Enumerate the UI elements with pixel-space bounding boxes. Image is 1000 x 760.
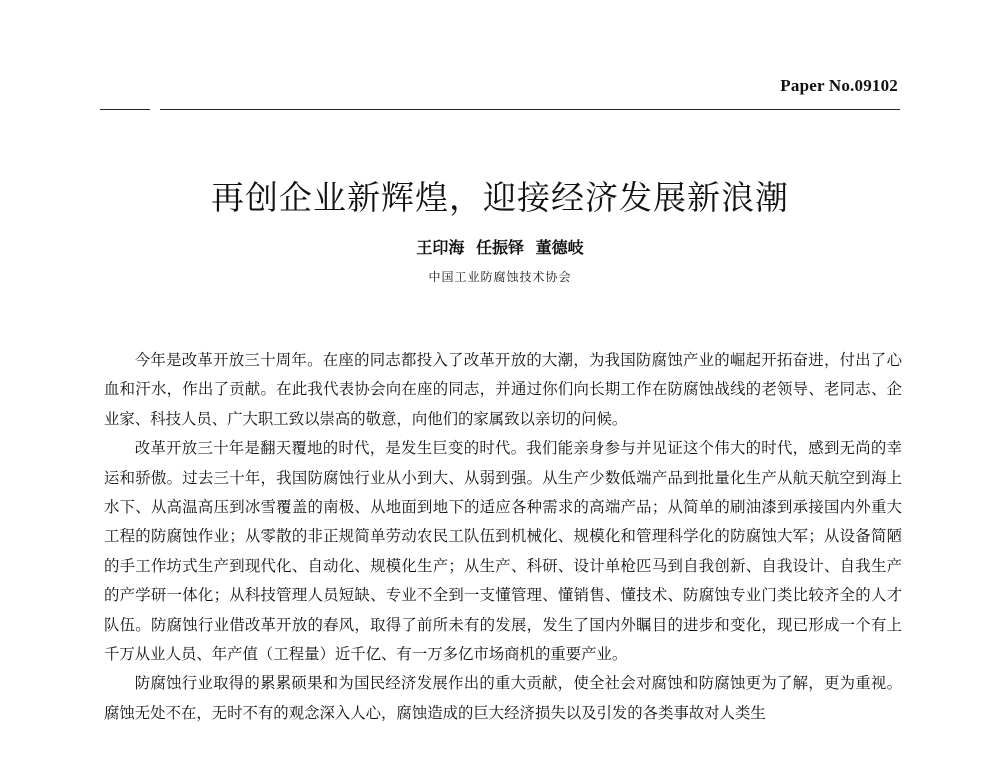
paragraph-2: 改革开放三十年是翻天覆地的时代，是发生巨变的时代。我们能亲身参与并见证这个伟大的时代，感到无尚的幸运和骄傲。过去三十年，我国防腐蚀行业从小到大、从弱到强。从生产少数低端产品到批量化生产从航天航空到海上水下、从高温高压到冰雪覆盖的南极、从地面到地下的适应各种需求的高端产品；从简单的刷油漆到承接国内外重大工程的防腐蚀作业；从零散的非正规简单劳动农民工队伍到机械化、规模化和管理科学化的防腐蚀大军；从设备简陋的手工作坊式生产到现代化、自动化、规模化生产；从生产、科研、设计单枪匹马到自我创新、自我设计、自我生产的产学研一体化；从科技管理人员短缺、专业不全到一支懂管理、懂销售、懂技术、防腐蚀专业门类比较齐全的人才队伍。防腐蚀行业借改革开放的春风，取得了前所未有的发展，发生了国内外瞩目的进步和变化，现已形成一个有上千万从业人员、年产值（工程量）近千亿、有一万多亿市场商机的重要产业。 <box>104 439 902 664</box>
header-rule-gap <box>150 104 160 114</box>
author-affiliation: 中国工业防腐蚀技术协会 <box>428 270 572 284</box>
author-2: 任振铎 <box>475 238 524 257</box>
paragraph-1: 今年是改革开放三十周年。在座的同志都投入了改革开放的大潮，为我国防腐蚀产业的崛起开拓奋进，付出了心血和汗水，作出了贡献。在此我代表协会向在座的同志，并通过你们向长期工作在防腐蚀战线的老领导、老同志、企业家、科技人员、广大职工致以崇高的敬意，向他们的家属致以亲切的问候。 <box>104 351 902 428</box>
paragraph-3: 防腐蚀行业取得的累累硕果和为国民经济发展作出的重大贡献，使全社会对腐蚀和防腐蚀更为了解，更为重视。腐蚀无处不在，无时不有的观念深入人心，腐蚀造成的巨大经济损失以及引发的各类事故对人类生 <box>104 674 902 722</box>
paper-title: 再创企业新辉煌，迎接经济发展新浪潮 <box>211 178 789 217</box>
author-1: 王印海 <box>416 238 465 257</box>
author-list <box>0 235 1000 258</box>
body-text <box>104 346 902 728</box>
header-rule <box>100 109 900 110</box>
author-3: 董德岐 <box>535 238 584 257</box>
paper-number: Paper No.09102 <box>780 76 898 95</box>
